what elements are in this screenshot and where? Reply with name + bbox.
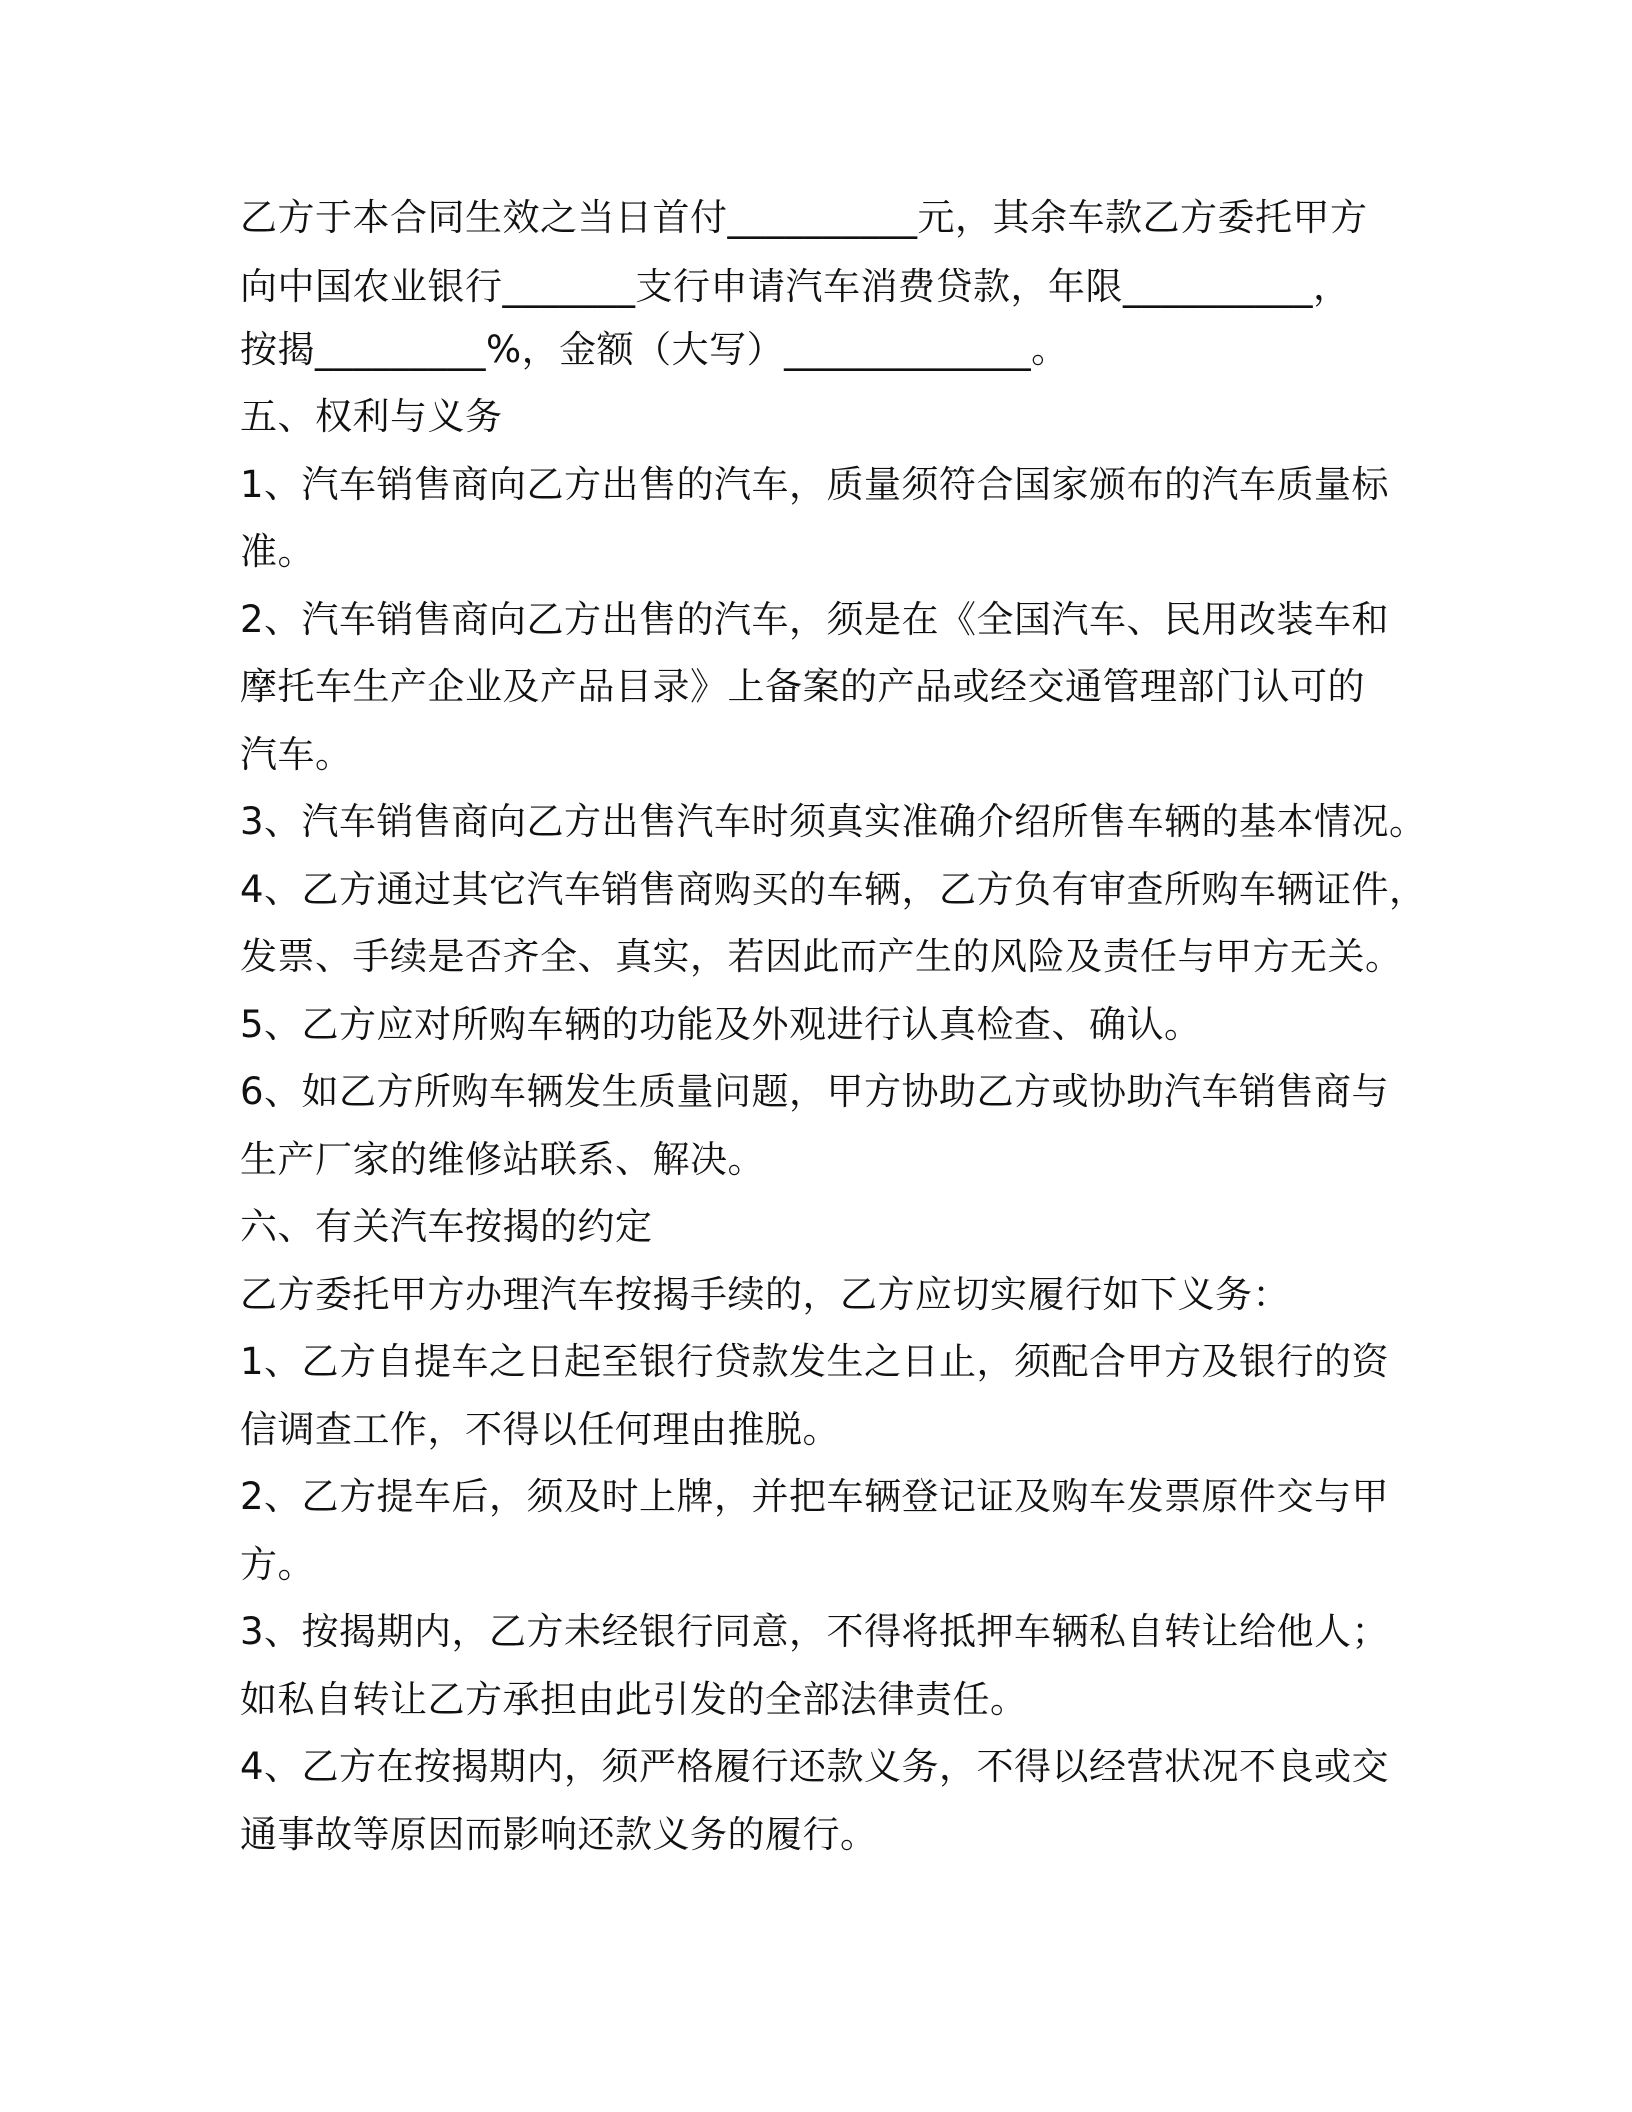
text-line: 如私自转让乙方承担由此引发的全部法律责任。	[240, 1678, 1028, 1721]
text-line: 3、按揭期内，乙方未经银行同意，不得将抵押车辆私自转让给他人；	[240, 1610, 1390, 1653]
text-line: 5、乙方应对所购车辆的功能及外观进行认真检查、确认。	[240, 1003, 1202, 1046]
text-line: 1、乙方自提车之日起至银行贷款发生之日止，须配合甲方及银行的资	[240, 1340, 1390, 1383]
text-line: 方。	[240, 1543, 315, 1586]
text-line: 准。	[240, 530, 315, 573]
text-line: 通事故等原因而影响还款义务的履行。	[240, 1813, 878, 1856]
text-line: 发票、手续是否齐全、真实，若因此而产生的风险及责任与甲方无关。	[240, 935, 1403, 978]
text-line: 向中国农业银行_______支行申请汽车消费贷款，年限__________，	[240, 265, 1351, 308]
text-line: 乙方委托甲方办理汽车按揭手续的，乙方应切实履行如下义务：	[240, 1273, 1290, 1316]
text-line: 摩托车生产企业及产品目录》上备案的产品或经交通管理部门认可的	[240, 665, 1365, 708]
text-line: 2、汽车销售商向乙方出售的汽车，须是在《全国汽车、民用改装车和	[240, 598, 1390, 641]
text-line: 1、汽车销售商向乙方出售的汽车，质量须符合国家颁布的汽车质量标	[240, 463, 1390, 506]
text-line: 汽车。	[240, 733, 353, 776]
text-line: 3、汽车销售商向乙方出售汽车时须真实准确介绍所售车辆的基本情况。	[240, 800, 1427, 843]
text-line: 生产厂家的维修站联系、解决。	[240, 1138, 765, 1181]
text-line: 4、乙方在按揭期内，须严格履行还款义务，不得以经营状况不良或交	[240, 1745, 1390, 1788]
section-heading: 六、有关汽车按揭的约定	[240, 1205, 653, 1248]
text-line: 按揭_________%，金额（大写）_____________。	[240, 328, 1069, 371]
text-line: 4、乙方通过其它汽车销售商购买的车辆，乙方负有审查所购车辆证件，	[240, 868, 1427, 911]
text-line: 2、乙方提车后，须及时上牌，并把车辆登记证及购车发票原件交与甲	[240, 1475, 1390, 1518]
text-line: 6、如乙方所购车辆发生质量问题，甲方协助乙方或协助汽车销售商与	[240, 1070, 1390, 1113]
text-line: 信调查工作，不得以任何理由推脱。	[240, 1408, 840, 1451]
section-heading: 五、权利与义务	[240, 395, 503, 438]
text-line: 乙方于本合同生效之当日首付__________元，其余车款乙方委托甲方	[240, 196, 1368, 239]
